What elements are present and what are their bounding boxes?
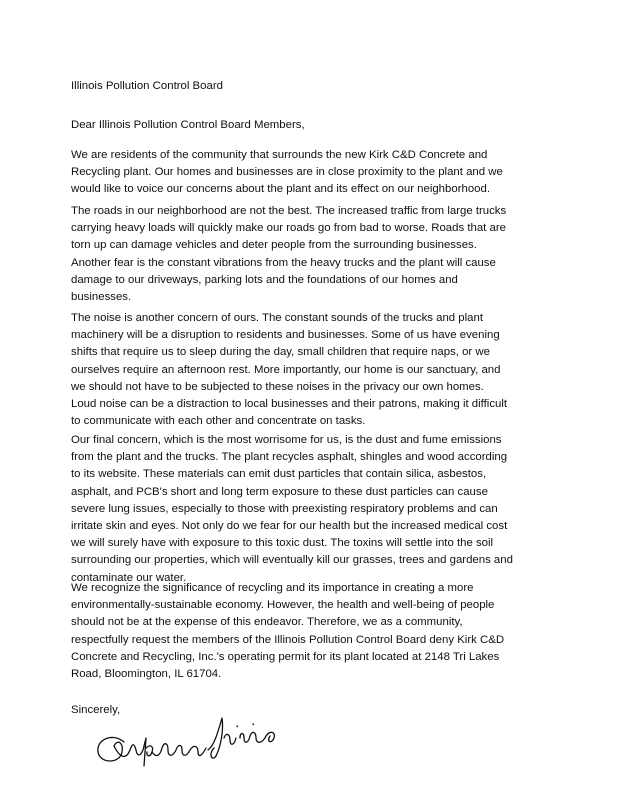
text-line: environmentally-sustainable economy. However, the health and well-being of people [71, 599, 495, 612]
text-line: The noise is another concern of ours. The constant sounds of the trucks and plant [71, 312, 483, 324]
text-line: to its website. These materials can emit dust particles that contain silica, asbestos, [71, 468, 487, 481]
text-line: carrying heavy loads will quickly make our roads go from bad to worse. Roads that are [71, 222, 506, 235]
text-line: asphalt, and PCB's short and long term exposure to these dust particles can cause [71, 485, 488, 498]
text-line: We recognize the significance of recycling and its importance in creating a more [71, 582, 474, 594]
paragraph-request [71, 580, 561, 683]
recipient-line: Illinois Pollution Control Board [71, 80, 223, 92]
text-line: businesses. [71, 291, 132, 304]
text-line: The roads in our neighborhood are not the best. The increased traffic from large trucks [71, 205, 507, 217]
text-line: Another fear is the constant vibrations from the heavy trucks and the plant will cause [71, 256, 496, 269]
text-line: ourselves require an afternoon rest. More importantly, our home is our sanctuary, and [71, 363, 501, 376]
paragraph-noise [71, 310, 561, 430]
closing: Sincerely, [71, 704, 121, 716]
text-line: Concrete and Recycling, Inc.'s operating permit for its plant located at 2148 Tri Lakes [71, 650, 500, 663]
text-line: surrounding our properties, which will eventually kill our grasses, trees and gardens and [71, 554, 513, 567]
text-line: we should not have to be subjected to these noises in the privacy our own homes. [71, 380, 484, 393]
handwritten-signature-icon [90, 702, 290, 782]
text-line: irritate skin and eyes. Not only do we fear for our health but the increased medical cost [71, 520, 508, 533]
text-line: from the plant and the trucks. The plant recycles asphalt, shingles and wood according [71, 451, 508, 464]
paragraph-dust [71, 432, 561, 587]
text-line: Recycling plant. Our homes and businesses are in close proximity to the plant and we [71, 166, 503, 179]
text-line: should not be at the expense of this endeavor. Therefore, we as a community, [71, 616, 463, 629]
text-line: machinery will be a disruption to residents and businesses. Some of us have evening [71, 329, 500, 342]
paragraph-intro [71, 147, 561, 199]
salutation: Dear Illinois Pollution Control Board Members, [71, 119, 305, 131]
text-line: We are residents of the community that surrounds the new Kirk C&D Concrete and [71, 149, 488, 161]
text-line: damage to our driveways, parking lots and the foundations of our homes and [71, 273, 458, 286]
text-line: contaminate our water. [71, 571, 187, 584]
text-line: Our final concern, which is the most worrisome for us, is the dust and fume emissions [71, 434, 502, 446]
text-line: Loud noise can be a distraction to local businesses and their patrons, making it difficult [71, 398, 508, 411]
text-line: torn up can damage vehicles and deter people from the surrounding businesses. [71, 239, 477, 252]
text-line: we will surely have with exposure to this toxic dust. The toxins will settle into the soil [71, 537, 494, 550]
text-line: respectfully request the members of the Illinois Pollution Control Board deny Kirk C&D [71, 633, 505, 646]
text-line: severe lung issues, especially to those with preexisting respiratory problems and can [71, 502, 498, 515]
text-line: would like to voice our concerns about the plant and its effect on our neighborhood. [71, 183, 490, 196]
text-line: to communicate with each other and concentrate on tasks. [71, 415, 366, 428]
text-line: shifts that require us to sleep during the day, small children that require naps, or we [71, 346, 490, 359]
paragraph-roads [71, 203, 561, 306]
text-line: Road, Bloomington, IL 61704. [71, 668, 222, 681]
